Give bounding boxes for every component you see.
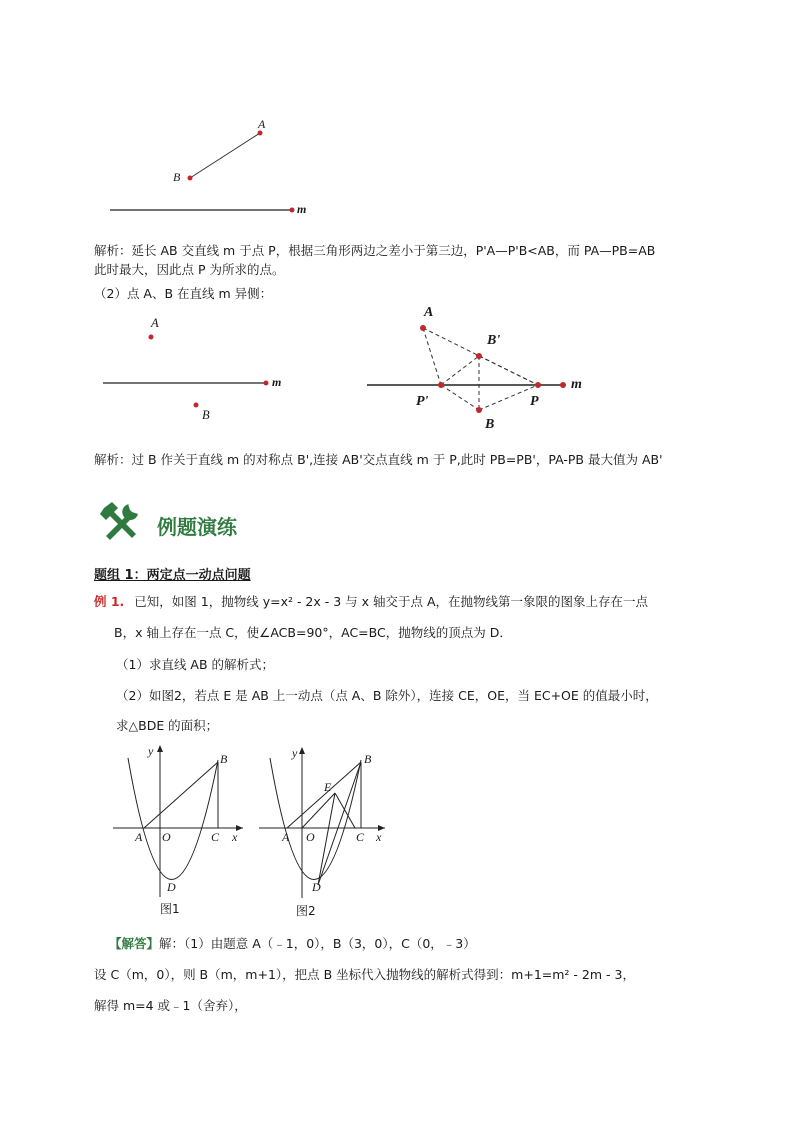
label-m: m <box>297 202 307 216</box>
question-1: （1）求直线 AB 的解析式； <box>116 657 275 672</box>
example-label: 例 1. <box>94 594 125 609</box>
analysis-1-line1: 解析：延长 AB 交直线 m 于点 P，根据三角形两边之差小于第三边，P'A—P'B<AB，而 PA—PB=AB <box>94 243 656 258</box>
caption-1: 图1 <box>160 902 180 916</box>
label-b: B <box>173 170 181 184</box>
section-title: 例题演练 <box>157 515 237 539</box>
solution-line1: 【解答】解：（1）由题意 A（﹣1，0），B（3，0），C（0，﹣3） <box>109 936 476 951</box>
label-p: P <box>530 394 539 409</box>
label-p-prime: P' <box>416 394 429 409</box>
label-a: A <box>258 117 266 131</box>
case-2-title: （2）点 A、B 在直线 m 异侧： <box>94 286 273 301</box>
label-m-3: m <box>571 377 582 392</box>
label-b-prime: B' <box>487 333 501 348</box>
analysis-2: 解析：过 B 作关于直线 m 的对称点 B',连接 AB'交点直线 m 于 P,此时 PB=PB'，PA-PB 最大值为 AB' <box>94 452 663 467</box>
solution-tag: 【解答】 <box>109 936 160 951</box>
solution-line3: 解得 m=4 或﹣1（舍弃）， <box>94 998 247 1013</box>
group-title: 题组 1：两定点一动点问题 <box>94 568 251 583</box>
graph-2: y x A O C B E D 图2 <box>0 0 794 930</box>
example-1-line1: 例 1. 已知，如图 1，抛物线 y=x² - 2x - 3 与 x 轴交于点 A，在抛物线第一象限的图象上存在一点 <box>94 594 649 609</box>
label-a-3: A <box>424 305 434 320</box>
label-b-2: B <box>202 408 210 422</box>
graph-1: y x A O C B D 图1 <box>0 0 794 930</box>
label-a-2: A <box>151 316 159 330</box>
caption-2: 图2 <box>296 904 316 918</box>
solution-line2: 设 C（m，0），则 B（m，m+1），把点 B 坐标代入抛物线的解析式得到：m+1=m² - 2m - 3， <box>94 967 635 982</box>
question-2-line1: （2）如图2，若点 E 是 AB 上一动点（点 A、B 除外），连接 CE，OE，当 EC+OE 的值最小时， <box>116 688 658 703</box>
question-2-line2: 求△BDE 的面积； <box>116 718 219 733</box>
example-1-line2: B，x 轴上存在一点 C，使∠ACB=90°，AC=BC，抛物线的顶点为 D． <box>114 625 512 640</box>
label-b-3: B <box>485 417 495 432</box>
analysis-1-line2: 此时最大，因此点 P 为所求的点。 <box>94 262 285 277</box>
label-m-2: m <box>272 375 282 389</box>
